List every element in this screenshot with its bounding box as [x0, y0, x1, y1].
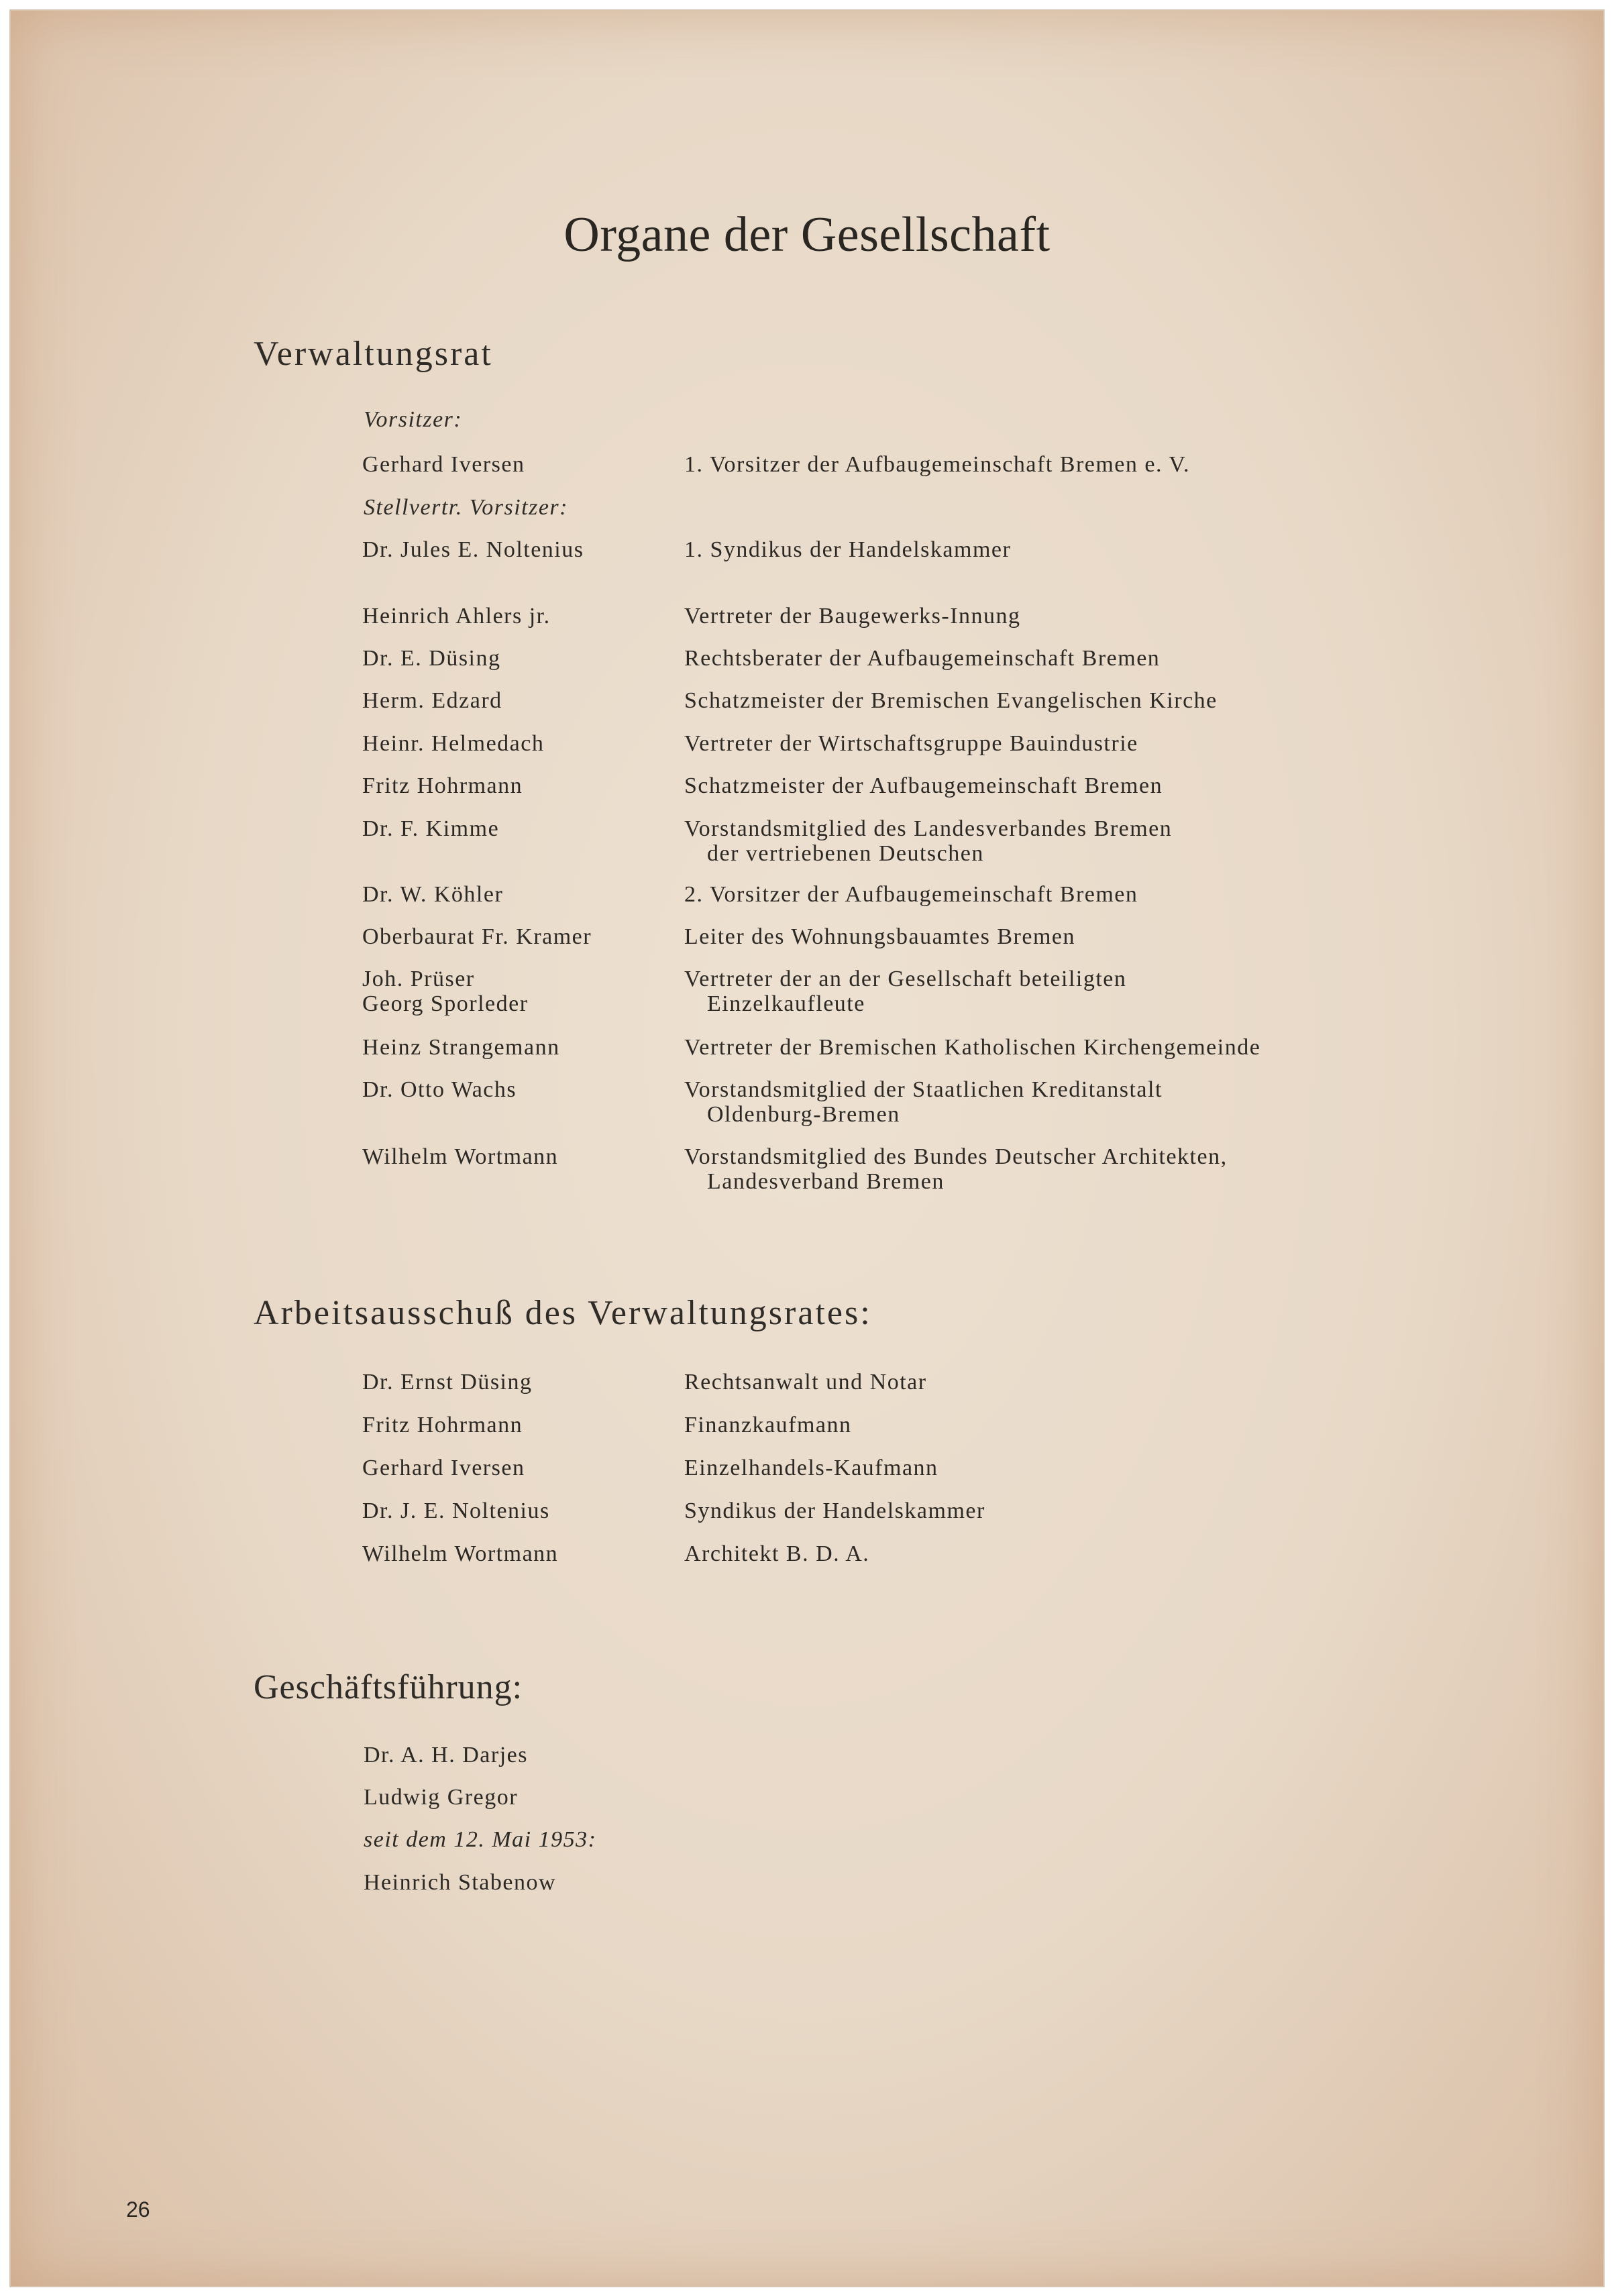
member-name-line: Joh. Prüser: [362, 967, 475, 991]
member-role: Rechtsberater der Aufbaugemeinschaft Bremen: [684, 646, 1161, 671]
deputy-label: Stellvertr. Vorsitzer:: [364, 495, 568, 520]
member-name: Heinz Strangemann: [362, 1035, 560, 1060]
member-role-line: Vorstandsmitglied der Staatlichen Kreditanstalt: [684, 1077, 1163, 1102]
since-label: seit dem 12. Mai 1953:: [364, 1827, 597, 1852]
manager-name: Ludwig Gregor: [364, 1785, 519, 1810]
member-role-line: Vertreter der an der Gesellschaft beteiligten: [684, 967, 1127, 991]
committee-role: Finanzkaufmann: [684, 1413, 852, 1437]
committee-role: Rechtsanwalt und Notar: [684, 1370, 927, 1395]
member-role: Vertreter der Baugewerks-Innung: [684, 604, 1021, 628]
member-role: [684, 816, 1172, 866]
member-role: Vertreter der Bremischen Katholischen Kirchengemeinde: [684, 1035, 1261, 1060]
member-name: Dr. W. Köhler: [362, 882, 504, 907]
member-name: Heinrich Ahlers jr.: [362, 604, 551, 628]
member-name: Dr. E. Düsing: [362, 646, 501, 671]
committee-name: Dr. J. E. Noltenius: [362, 1498, 550, 1523]
member-name: Dr. F. Kimme: [362, 816, 500, 841]
member-name: Dr. Jules E. Noltenius: [362, 537, 584, 562]
member-role-line: Vorstandsmitglied des Landesverbandes Bremen: [684, 816, 1173, 841]
committee-role: Einzelhandels-Kaufmann: [684, 1456, 938, 1480]
member-role: Vertreter der Wirtschaftsgruppe Bauindustrie: [684, 731, 1138, 756]
member-name: Heinr. Helmedach: [362, 731, 545, 756]
manager-name: Dr. A. H. Darjes: [364, 1743, 528, 1767]
committee-name: Gerhard Iversen: [362, 1456, 525, 1480]
member-role: Schatzmeister der Bremischen Evangelischen Kirche: [684, 688, 1218, 713]
member-name: Oberbaurat Fr. Kramer: [362, 924, 592, 949]
committee-name: Fritz Hohrmann: [362, 1413, 523, 1437]
member-role-continuation: der vertriebenen Deutschen: [707, 841, 984, 866]
member-role-line: Vorstandsmitglied des Bundes Deutscher Architekten,: [684, 1144, 1228, 1169]
member-name: Gerhard Iversen: [362, 452, 525, 477]
page-title: Organe der Gesellschaft: [563, 207, 1051, 262]
committee-role: Architekt B. D. A.: [684, 1541, 870, 1566]
member-role-continuation: Landesverband Bremen: [707, 1169, 945, 1194]
member-role-continuation: Einzelkaufleute: [707, 991, 865, 1016]
member-role: 1. Syndikus der Handelskammer: [684, 537, 1012, 562]
section-heading-geschaeftsfuehrung: Geschäftsführung:: [254, 1668, 523, 1706]
member-role: [684, 1077, 1163, 1127]
member-role: 1. Vorsitzer der Aufbaugemeinschaft Bremen e. V.: [684, 452, 1191, 477]
member-name-line: Georg Sporleder: [362, 991, 529, 1016]
member-name: Herm. Edzard: [362, 688, 502, 713]
member-name: Fritz Hohrmann: [362, 773, 523, 798]
member-name: Wilhelm Wortmann: [362, 1144, 559, 1169]
member-role: Leiter des Wohnungsbauamtes Bremen: [684, 924, 1075, 949]
section-heading-verwaltungsrat: Verwaltungsrat: [254, 335, 493, 373]
committee-role: Syndikus der Handelskammer: [684, 1498, 985, 1523]
member-role: [684, 967, 1126, 1016]
member-name: Dr. Otto Wachs: [362, 1077, 517, 1102]
manager-name: Heinrich Stabenow: [364, 1870, 557, 1895]
section-heading-arbeitsausschuss: Arbeitsausschuß des Verwaltungsrates:: [254, 1294, 872, 1332]
chair-label: Vorsitzer:: [364, 407, 463, 432]
member-name: [362, 967, 529, 1016]
member-role-continuation: Oldenburg-Bremen: [707, 1102, 900, 1127]
member-role: [684, 1144, 1228, 1194]
member-role: 2. Vorsitzer der Aufbaugemeinschaft Bremen: [684, 882, 1138, 907]
page-number: 26: [126, 2197, 150, 2222]
committee-name: Wilhelm Wortmann: [362, 1541, 559, 1566]
committee-name: Dr. Ernst Düsing: [362, 1370, 533, 1395]
member-role: Schatzmeister der Aufbaugemeinschaft Bremen: [684, 773, 1163, 798]
